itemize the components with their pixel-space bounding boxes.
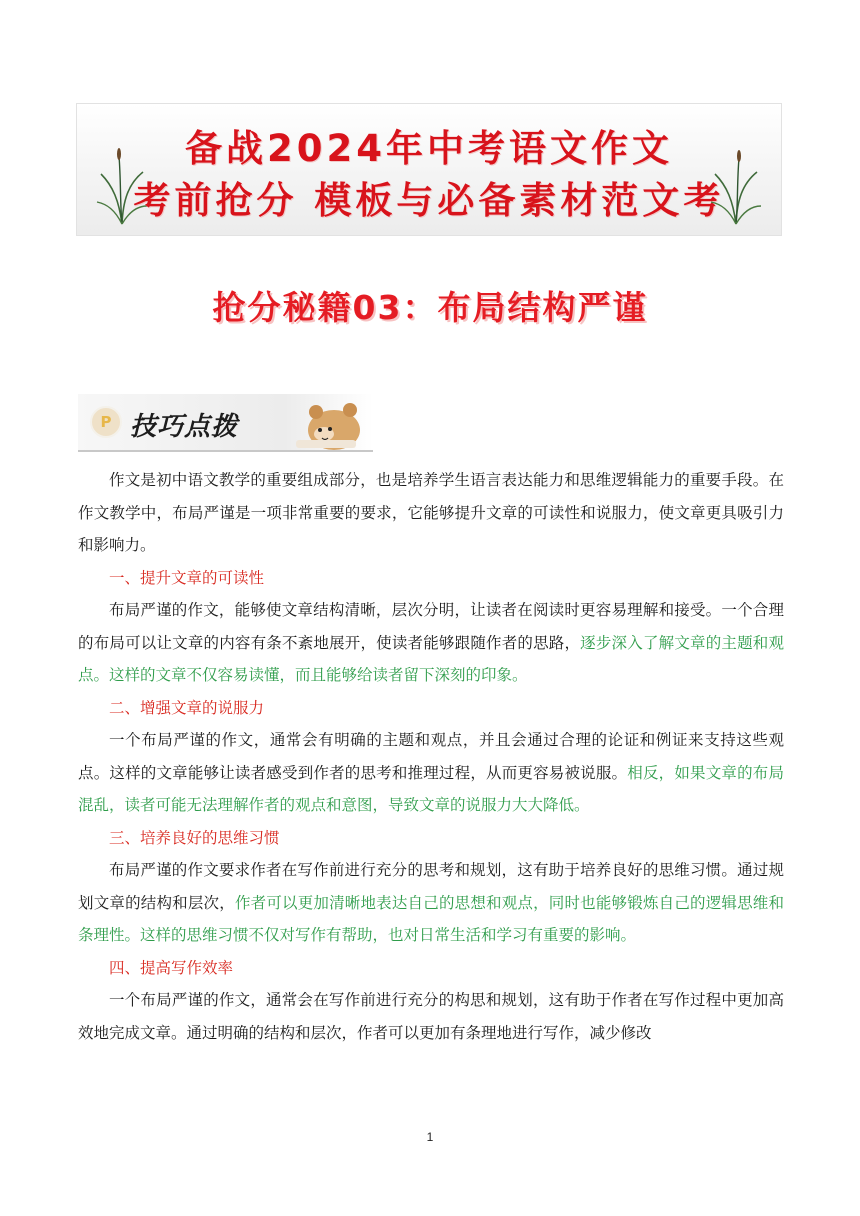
section-heading: 四、提高写作效率 (109, 958, 234, 977)
page-number: 1 (426, 1130, 434, 1144)
section-paragraph (78, 594, 784, 692)
highlighted-text: 作者可以更加清晰地表达自己的思想和观点，同时也能够锻炼自己的逻辑思维和条理性。这样的思维习惯不仅对写作有帮助，也对日常生活和学习有重要的影响。 (78, 893, 784, 944)
paragraph-text: 布局严谨的作文要求作者在写作前进行充分的思考和规划，这有助于培养良好的思维习惯。通过规划文章的结构和层次， (78, 861, 784, 912)
paragraph-text: 布局严谨的作文，能够使文章结构清晰，层次分明，让读者在阅读时更容易理解和接受。一个合理的布局可以让文章的内容有条不紊地展开，使读者能够跟随作者的思路， (78, 601, 784, 652)
tips-section-banner (78, 394, 373, 452)
highlighted-text: 相反，如果文章的布局混乱，读者可能无法理解作者的观点和意图，导致文章的说服力大大降低。 (78, 763, 784, 814)
header-banner (76, 103, 782, 236)
section-heading: 一、提升文章的可读性 (109, 568, 265, 587)
page-title: 抢分秘籍03：布局结构严谨 (212, 288, 648, 327)
bear-mascot-icon (286, 396, 366, 450)
article-body (78, 464, 784, 1049)
grass-decoration-icon (709, 146, 763, 226)
section-heading: 二、增强文章的说服力 (109, 698, 265, 717)
p-badge-icon: P (90, 406, 122, 438)
paragraph-text: 一个布局严谨的作文，通常会有明确的主题和观点，并且会通过合理的论证和例证来支持这些观点。这样的文章能够让读者感受到作者的思考和推理过程，从而更容易被说服。 (78, 731, 784, 782)
section-heading: 三、培养良好的思维习惯 (109, 828, 280, 847)
tips-label: 技巧点拨 (130, 412, 239, 442)
highlighted-text: 逐步深入了解文章的主题和观点。这样的文章不仅容易读懂，而且能够给读者留下深刻的印象。 (78, 633, 784, 684)
banner-title-line2: 考前抢分 模板与必备素材范文考 (133, 179, 725, 222)
section-paragraph (78, 854, 784, 952)
section-paragraph (78, 984, 784, 1049)
intro-paragraph: 作文是初中语文教学的重要组成部分，也是培养学生语言表达能力和思维逻辑能力的重要手段。在作文教学中，布局严谨是一项非常重要的要求，它能够提升文章的可读性和说服力，使文章更具吸引力和影响力。 (78, 471, 784, 554)
banner-title-line1: 备战2024年中考语文作文 (185, 127, 673, 170)
paragraph-text: 一个布局严谨的作文，通常会在写作前进行充分的构思和规划，这有助于作者在写作过程中更加高效地完成文章。通过明确的结构和层次，作者可以更加有条理地进行写作，减少修改 (78, 991, 784, 1042)
section-paragraph (78, 724, 784, 822)
